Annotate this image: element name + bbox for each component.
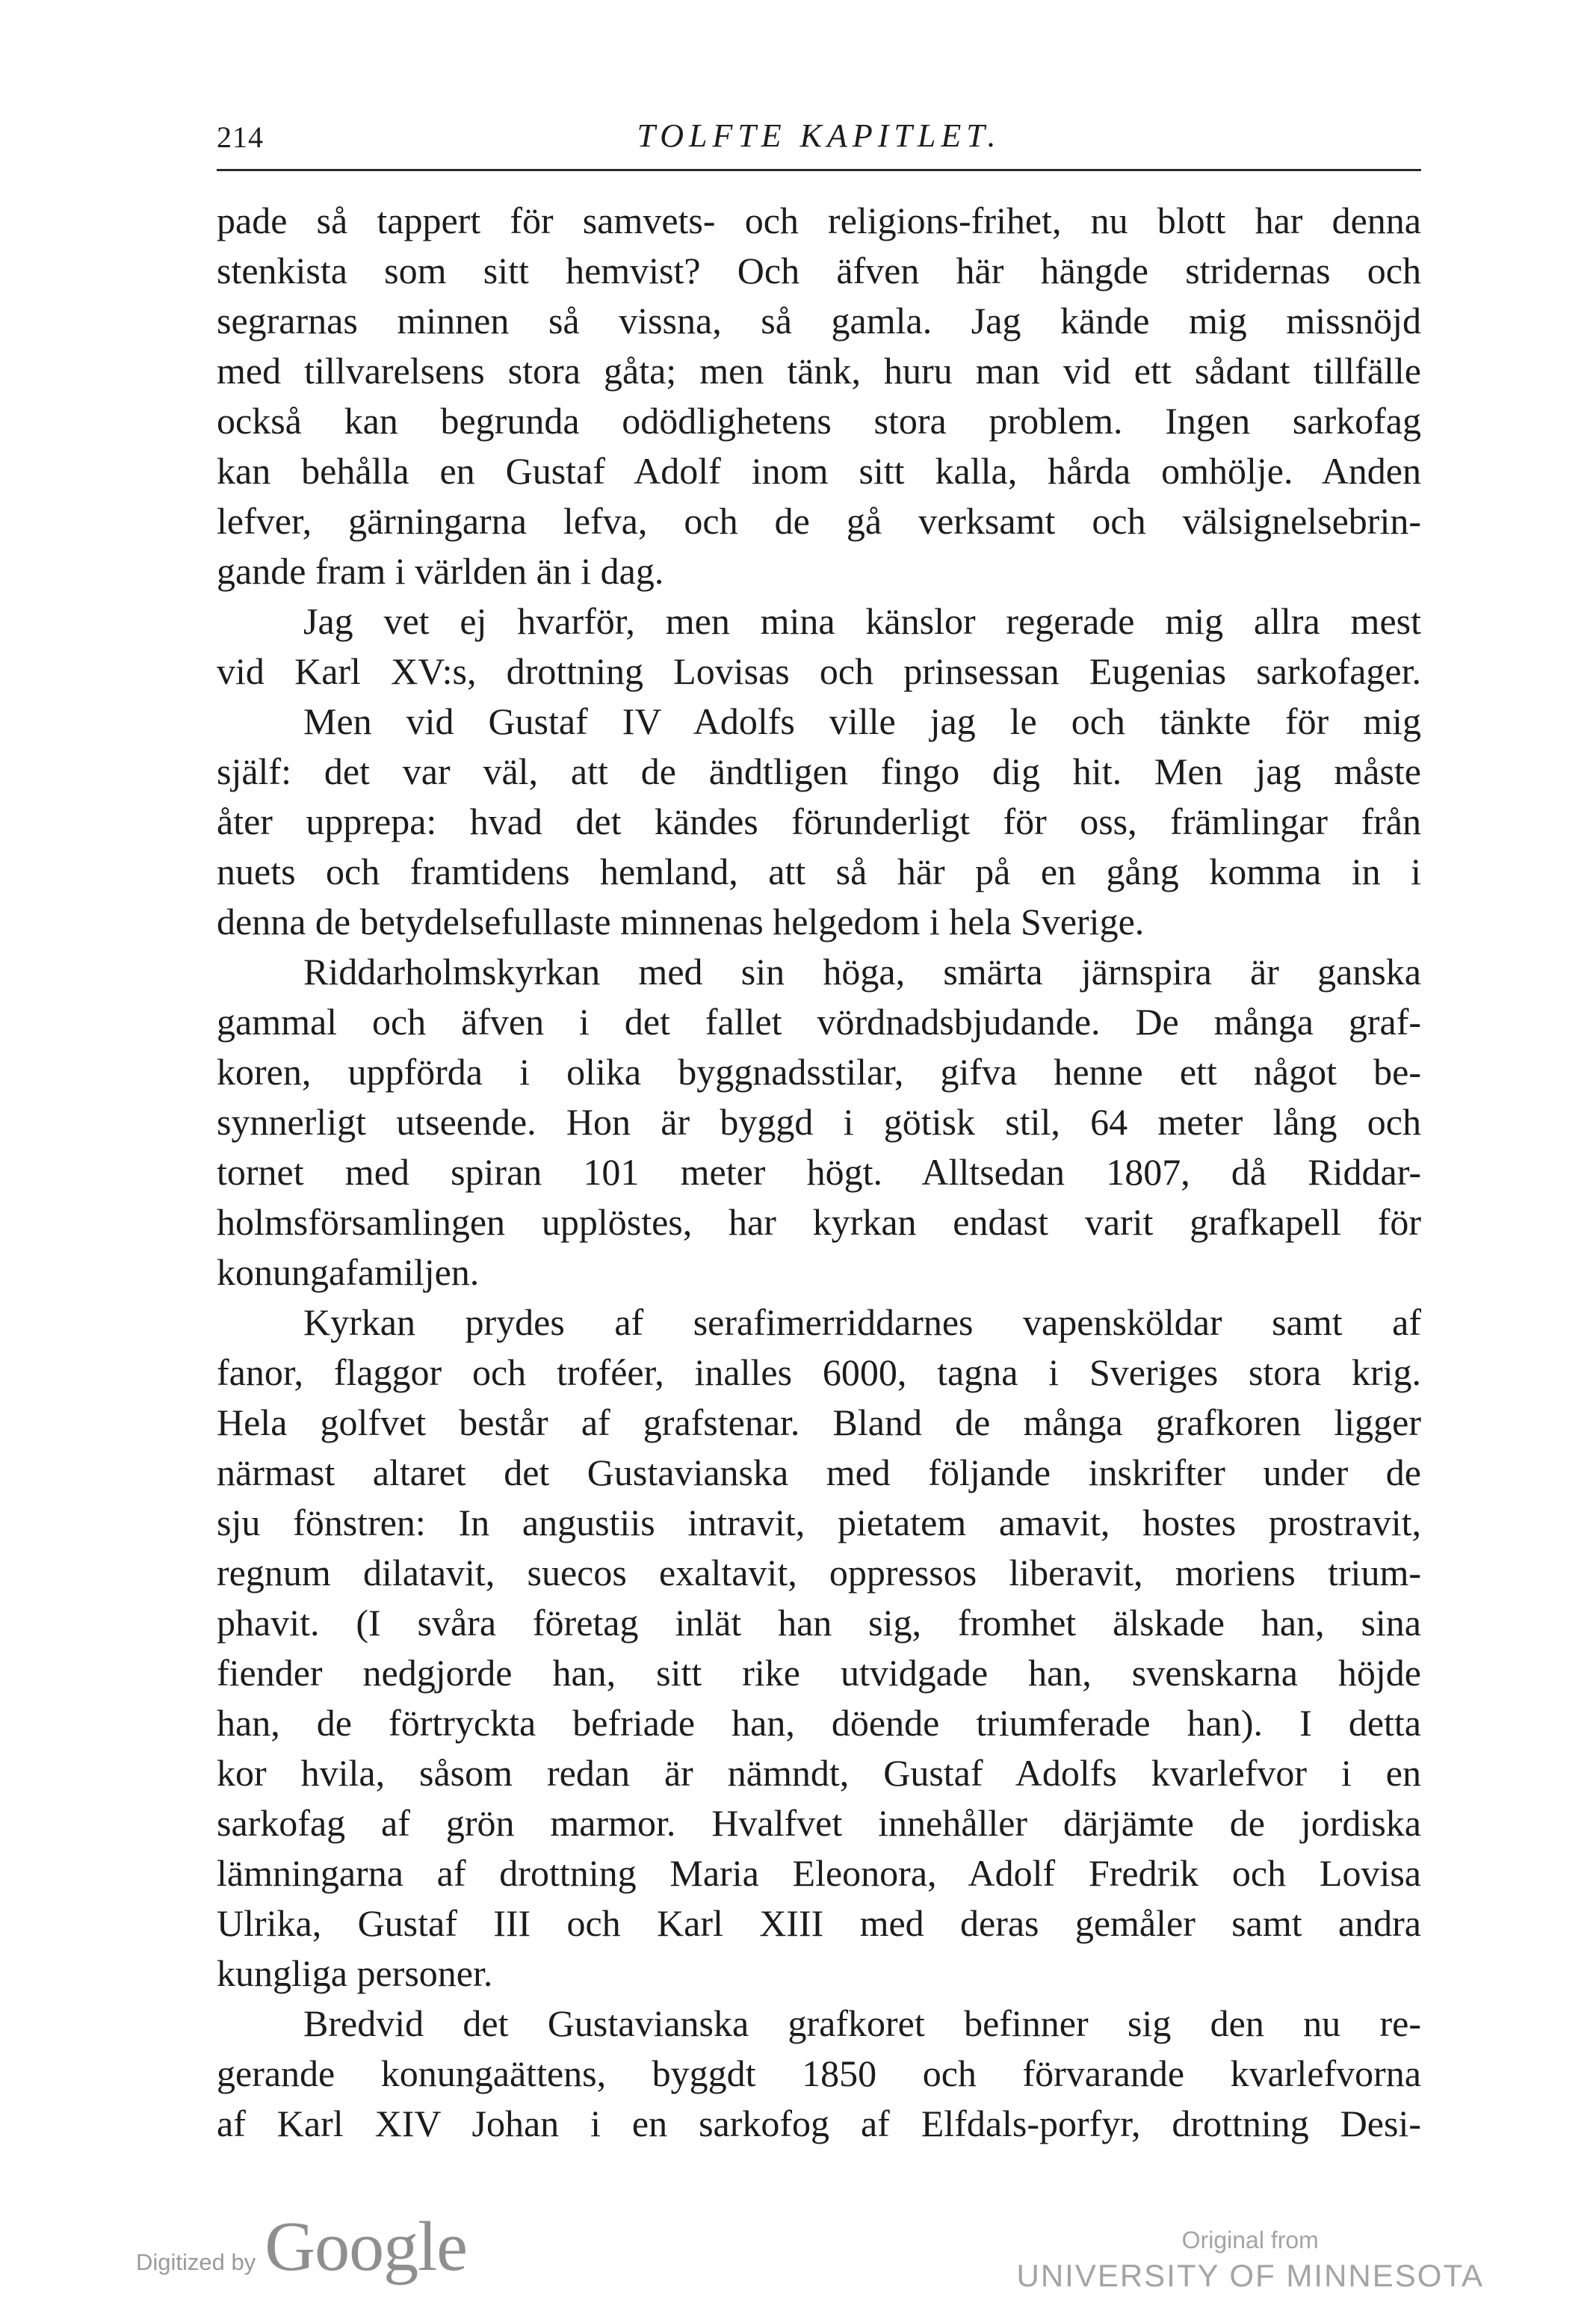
text-line: Bredvid det Gustavianska grafkoret befinner sig den nu re- <box>303 2002 1421 2044</box>
text-line: kungliga personer. <box>217 1952 493 1994</box>
text-line: gerande konungaättens, byggdt 1850 och förvarande kvarlefvorna <box>217 2052 1421 2094</box>
text-line: konungafamiljen. <box>217 1251 480 1293</box>
text-line: sarkofag af grön marmor. Hvalfvet innehåller därjämte de jordiska <box>217 1802 1421 1844</box>
body-text <box>217 196 1421 2149</box>
text-line: synnerligt utseende. Hon är byggd i götisk stil, 64 meter lång och <box>217 1101 1421 1143</box>
text-line: Hela golfvet består af grafstenar. Bland de många grafkoren ligger <box>217 1401 1421 1443</box>
text-line: lefver, gärningarna lefva, och de gå verksamt och välsignelsebrin- <box>217 500 1421 542</box>
text-line: själf: det var väl, att de ändtligen fingo dig hit. Men jag måste <box>217 750 1421 792</box>
text-line: lämningarna af drottning Maria Eleonora, Adolf Fredrik och Lovisa <box>217 1852 1421 1894</box>
text-line: gammal och äfven i det fallet vördnadsbjudande. De många graf- <box>217 1001 1421 1043</box>
text-line: Men vid Gustaf IV Adolfs ville jag le och tänkte för mig <box>303 700 1421 742</box>
text-line: denna de betydelsefullaste minnenas helgedom i hela Sverige. <box>217 901 1145 942</box>
text-line: med tillvarelsens stora gåta; men tänk, huru man vid ett sådant tillfälle <box>217 350 1421 392</box>
text-line: också kan begrunda odödlighetens stora problem. Ingen sarkofag <box>217 400 1421 442</box>
source-footer <box>1016 2224 1484 2296</box>
text-line: af Karl XIV Johan i en sarkofog af Elfdals-porfyr, drottning Desi- <box>217 2102 1421 2144</box>
text-line: Jag vet ej hvarför, men mina känslor regerade mig allra mest <box>303 600 1421 642</box>
text-line: vid Karl XV:s, drottning Lovisas och prinsessan Eugenias sarkofager. <box>217 650 1421 692</box>
text-line: kor hvila, såsom redan är nämndt, Gustaf Adolfs kvarlefvor i en <box>217 1752 1421 1794</box>
text-line: phavit. (I svåra företag inlät han sig, fromhet älskade han, sina <box>217 1602 1421 1644</box>
page-number: 214 <box>217 120 264 154</box>
text-line: pade så tappert för samvets- och religions-frihet, nu blott har denna <box>217 200 1421 241</box>
text-line: regnum dilatavit, suecos exaltavit, oppressos liberavit, moriens trium- <box>217 1552 1421 1594</box>
text-line: fiender nedgjorde han, sitt rike utvidgade han, svenskarna höjde <box>217 1652 1421 1694</box>
running-head: TOLFTE KAPITLET. <box>637 117 1001 154</box>
text-line: Ulrika, Gustaf III och Karl XIII med deras gemåler samt andra <box>217 1902 1421 1944</box>
digitized-by-footer <box>136 2206 467 2287</box>
text-line: åter upprepa: hvad det kändes förunderligt för oss, främlingar från <box>217 800 1421 842</box>
text-line: han, de förtryckta befriade han, döende triumferade han). I detta <box>217 1702 1421 1744</box>
text-line: gande fram i världen än i dag. <box>217 550 664 592</box>
text-line: fanor, flaggor och troféer, inalles 6000, tagna i Sveriges stora krig. <box>217 1351 1421 1393</box>
original-from-label: Original from <box>1181 2227 1319 2253</box>
header-rule <box>217 169 1421 171</box>
text-line: tornet med spiran 101 meter högt. Alltsedan 1807, då Riddar- <box>217 1151 1421 1193</box>
text-line: närmast altaret det Gustavianska med följande inskrifter under de <box>217 1451 1421 1493</box>
text-line: sju fönstren: In angustiis intravit, pietatem amavit, hostes prostravit, <box>217 1502 1421 1543</box>
text-line: Kyrkan prydes af serafimerriddarnes vapensköldar samt af <box>303 1301 1421 1343</box>
text-line: koren, uppförda i olika byggnadsstilar, gifva henne ett något be- <box>217 1051 1421 1093</box>
google-logo: Google <box>265 2208 467 2286</box>
digitized-label: Digitized by <box>136 2249 256 2275</box>
text-line: segrarnas minnen så vissna, så gamla. Jag kände mig missnöjd <box>217 300 1421 342</box>
university-label: UNIVERSITY OF MINNESOTA <box>1016 2258 1484 2293</box>
text-line: stenkista som sitt hemvist? Och äfven här hängde stridernas och <box>217 250 1421 291</box>
text-line: holmsförsamlingen upplöstes, har kyrkan endast varit grafkapell för <box>217 1201 1421 1243</box>
text-line: Riddarholmskyrkan med sin höga, smärta järnspira är ganska <box>303 951 1421 993</box>
text-line: nuets och framtidens hemland, att så här på en gång komma in i <box>217 851 1421 892</box>
text-line: kan behålla en Gustaf Adolf inom sitt kalla, hårda omhölje. Anden <box>217 450 1421 492</box>
